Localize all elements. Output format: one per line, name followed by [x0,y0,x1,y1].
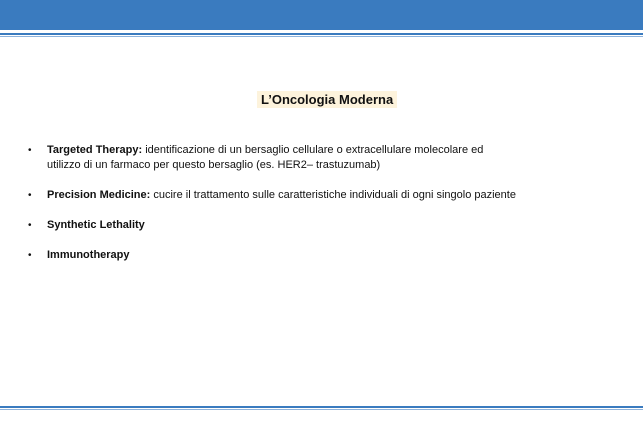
header-rule [0,33,643,35]
bullet-item-precision-medicine [28,188,618,203]
footer-rule-thin [0,409,643,410]
bullet-icon: • [28,190,32,201]
bullet-icon: • [28,250,32,261]
bullet-description-continued: utilizzo di un farmaco per questo bersaglio (es. HER2– trastuzumab) [47,159,381,171]
bullet-item-synthetic-lethality [28,218,618,233]
bullet-term: Immunotherapy [47,249,130,261]
footer-rule [0,406,643,408]
bullet-item-immunotherapy [28,248,618,263]
bullet-icon: • [28,220,32,231]
bullet-term: Synthetic Lethality [47,219,145,231]
header-rule-thin [0,36,643,37]
bullet-term: Precision Medicine: [47,189,151,201]
header-band [0,0,643,30]
bullet-term: Targeted Therapy: [47,144,143,156]
bullet-item-targeted-therapy [28,143,618,173]
bullet-description: cucire il trattamento sulle caratteristiche individuali di ogni singolo paziente [150,189,516,201]
bullet-list [28,143,618,278]
slide-title: L’Oncologia Moderna [257,91,397,108]
bullet-description: identificazione di un bersaglio cellulare o extracellulare molecolare ed [142,144,484,156]
bullet-icon: • [28,145,32,156]
